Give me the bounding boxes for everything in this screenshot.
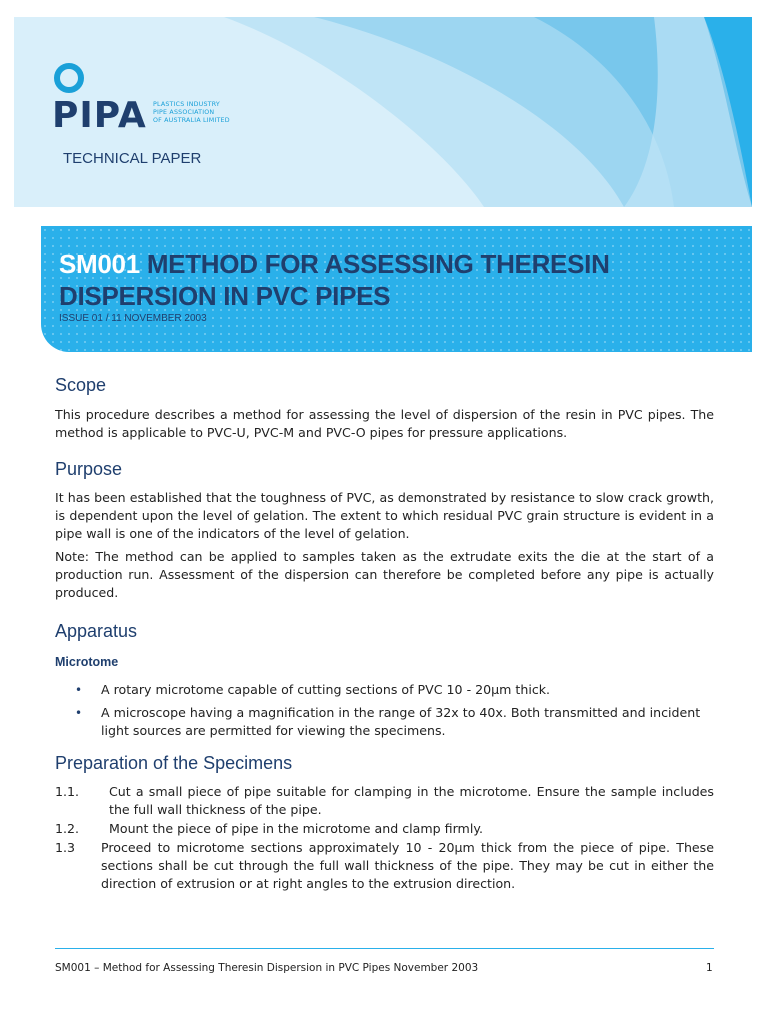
list-item [75, 681, 714, 699]
logo-wordmark: PIPA [52, 95, 147, 136]
document-title-text: METHOD FOR ASSESSING THERESIN DISPERSION IN PVC PIPES [59, 249, 610, 311]
page-number: 1 [706, 962, 713, 974]
document-code: SM001 [59, 249, 140, 279]
pipa-ring-icon [52, 61, 86, 95]
list-item [55, 820, 714, 838]
scope-text: This procedure describes a method for assessing the level of dispersion of the resin in PVC pipes. The method is applicable to PVC-U, PVC-M and PVC-O pipes for pressure applications. [55, 407, 714, 440]
document-type-label: TECHNICAL PAPER [63, 150, 202, 167]
microtome-subheading: Microtome [55, 655, 119, 669]
list-item [55, 783, 714, 819]
step-text: Mount the piece of pipe in the microtome and clamp firmly. [109, 821, 483, 836]
footer-text: SM001 – Method for Assessing Theresin Dispersion in PVC Pipes November 2003 [55, 962, 479, 974]
purpose-heading: Purpose [55, 459, 123, 479]
step-number: 1.3 [55, 840, 76, 855]
list-item [55, 839, 714, 893]
logo-subtitle [153, 101, 230, 125]
step-text: Cut a small piece of pipe suitable for clamping in the microtome. Ensure the sample includes the full wall thickness of the pipe. [109, 784, 714, 817]
document-title [59, 248, 739, 312]
step-number: 1.1. [55, 784, 80, 799]
title-band [41, 226, 752, 352]
preparation-heading: Preparation of the Specimens [55, 753, 293, 773]
step-text: Proceed to microtome sections approximately 10 - 20µm thick from the piece of pipe. These sections shall be cut through the full wall thickness of the pipe. They may be cut in either the direction of extrusion or at right angles to the extrusion direction. [101, 840, 714, 891]
purpose-note: Note: The method can be applied to samples taken as the extrudate exits the die at the start of a production run. Assessment of the dispersion can therefore be completed before any pipe is actually produced. [55, 549, 714, 600]
logo-sub-line: PIPE ASSOCIATION [153, 109, 215, 116]
purpose-paragraph: It has been established that the toughness of PVC, as demonstrated by resistance to slow crack growth, is dependent upon the level of gelation. The extent to which residual PVC grain structure is evident in a pipe wall is one of the indicators of the level of gelation. [55, 490, 714, 541]
list-item-text: A rotary microtome capable of cutting sections of PVC 10 - 20µm thick. [101, 682, 551, 697]
bullet-icon: • [75, 706, 83, 720]
list-item-text: A microscope having a magnification in the range of 32x to 40x. Both transmitted and incident light sources are permitted for viewing the specimens. [101, 705, 701, 738]
logo-sub-line: OF AUSTRALIA LIMITED [153, 117, 230, 124]
footer-divider [55, 948, 714, 949]
list-item [75, 704, 714, 740]
issue-date: ISSUE 01 / 11 NOVEMBER 2003 [59, 313, 207, 324]
logo-sub-line: PLASTICS INDUSTRY [153, 101, 220, 108]
apparatus-heading: Apparatus [55, 621, 138, 641]
header-banner [14, 17, 752, 207]
scope-heading: Scope [55, 375, 107, 395]
step-number: 1.2. [55, 821, 80, 836]
bullet-icon: • [75, 683, 83, 697]
